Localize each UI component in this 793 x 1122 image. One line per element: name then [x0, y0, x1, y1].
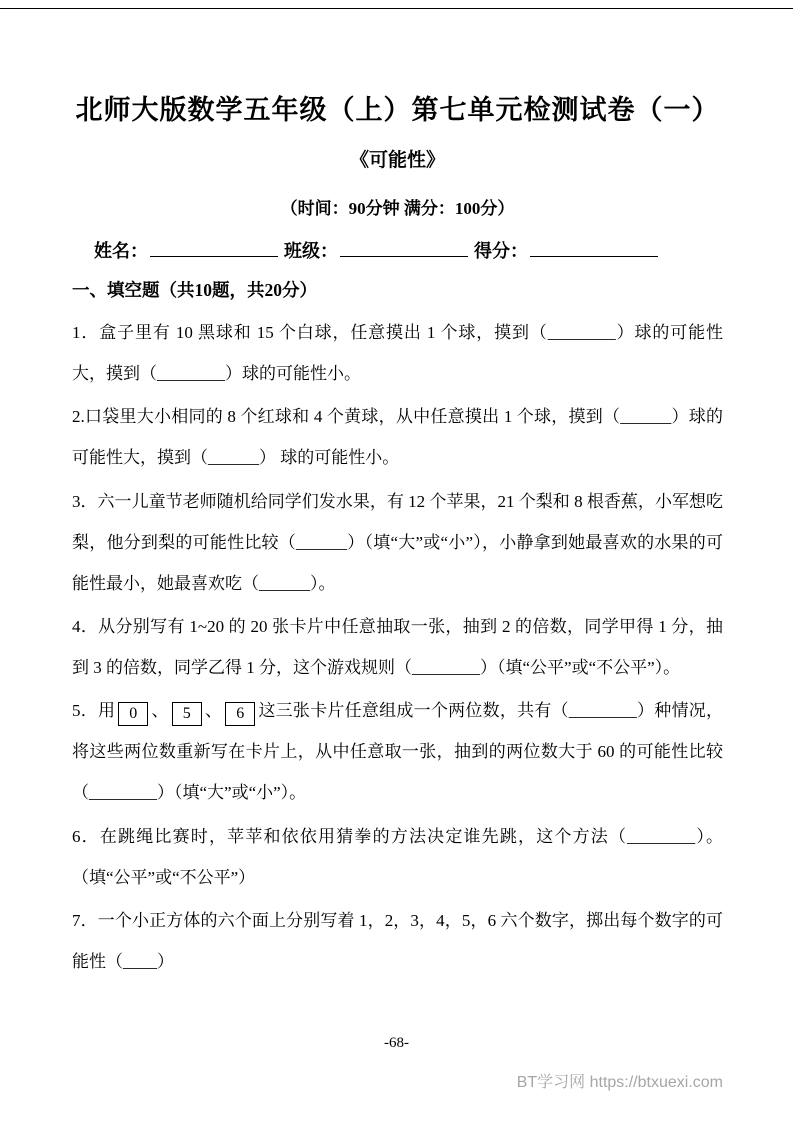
card-separator: 、	[151, 701, 169, 721]
name-label: 姓名：	[94, 241, 148, 261]
digit-card-6: 6	[225, 702, 255, 726]
section-heading-fill-in: 一、填空题（共10题，共20分）	[72, 280, 317, 300]
question-6: 6．在跳绳比赛时，苹苹和依依用猜拳的方法决定谁先跳，这个方法（________）。（填“公平”或“不公平”）	[72, 826, 723, 887]
question-5-prefix: 5．用	[72, 701, 116, 721]
question-5	[72, 690, 723, 813]
digit-card-5: 5	[172, 702, 202, 726]
question-3: 3．六一儿童节老师随机给同学们发水果，有 12 个苹果，21 个梨和 8 根香蕉，小军想吃梨，他分到梨的可能性比较（______）（填“大”或“小”），小静拿到她最喜欢的水果的可能性最小，她最喜欢吃（______）。	[72, 491, 723, 593]
card-separator: 、	[204, 701, 223, 721]
question-2: 2.口袋里大小相同的 8 个红球和 4 个黄球，从中任意摸出 1 个球，摸到（______）球的可能性大，摸到（______） 球的可能性小。	[72, 407, 723, 468]
watermark-text: BT学习网 https://btxuexi.com	[516, 1074, 723, 1091]
class-label: 班级：	[284, 241, 338, 261]
time-score-line: （时间：90分钟 满分：100分）	[280, 199, 515, 218]
name-blank	[150, 238, 278, 257]
student-info-line	[72, 237, 723, 263]
page-subtitle: 《可能性》	[349, 150, 445, 171]
question-4: 4．从分别写有 1~20 的 20 张卡片中任意抽取一张，抽到 2 的倍数，同学甲得 1 分，抽到 3 的倍数，同学乙得 1 分，这个游戏规则（________）（填“公平”或“不公平”）。	[72, 616, 723, 677]
page-title: 北师大版数学五年级（上）第七单元检测试卷（一）	[75, 95, 720, 125]
digit-card-0: 0	[118, 702, 148, 726]
page-number: -68-	[384, 1035, 409, 1051]
score-blank	[530, 238, 658, 257]
top-border-rule	[0, 8, 793, 9]
score-label: 得分：	[474, 241, 528, 261]
question-1: 1．盒子里有 10 黑球和 15 个白球，任意摸出 1 个球，摸到（________）球的可能性大，摸到（________）球的可能性小。	[72, 323, 723, 384]
question-7: 7．一个小正方体的六个面上分别写着 1，2，3，4，5，6 六个数字，掷出每个数字的可能性（____）	[72, 910, 723, 971]
class-blank	[340, 238, 468, 257]
question-5-suffix: 这三张卡片任意组成一个两位数，共有（________）种情况，将这些两位数重新写在卡片上，从中任意取一张，抽到的两位数大于 60 的可能性比较（________）（填“大”或“小”）。	[72, 701, 724, 803]
